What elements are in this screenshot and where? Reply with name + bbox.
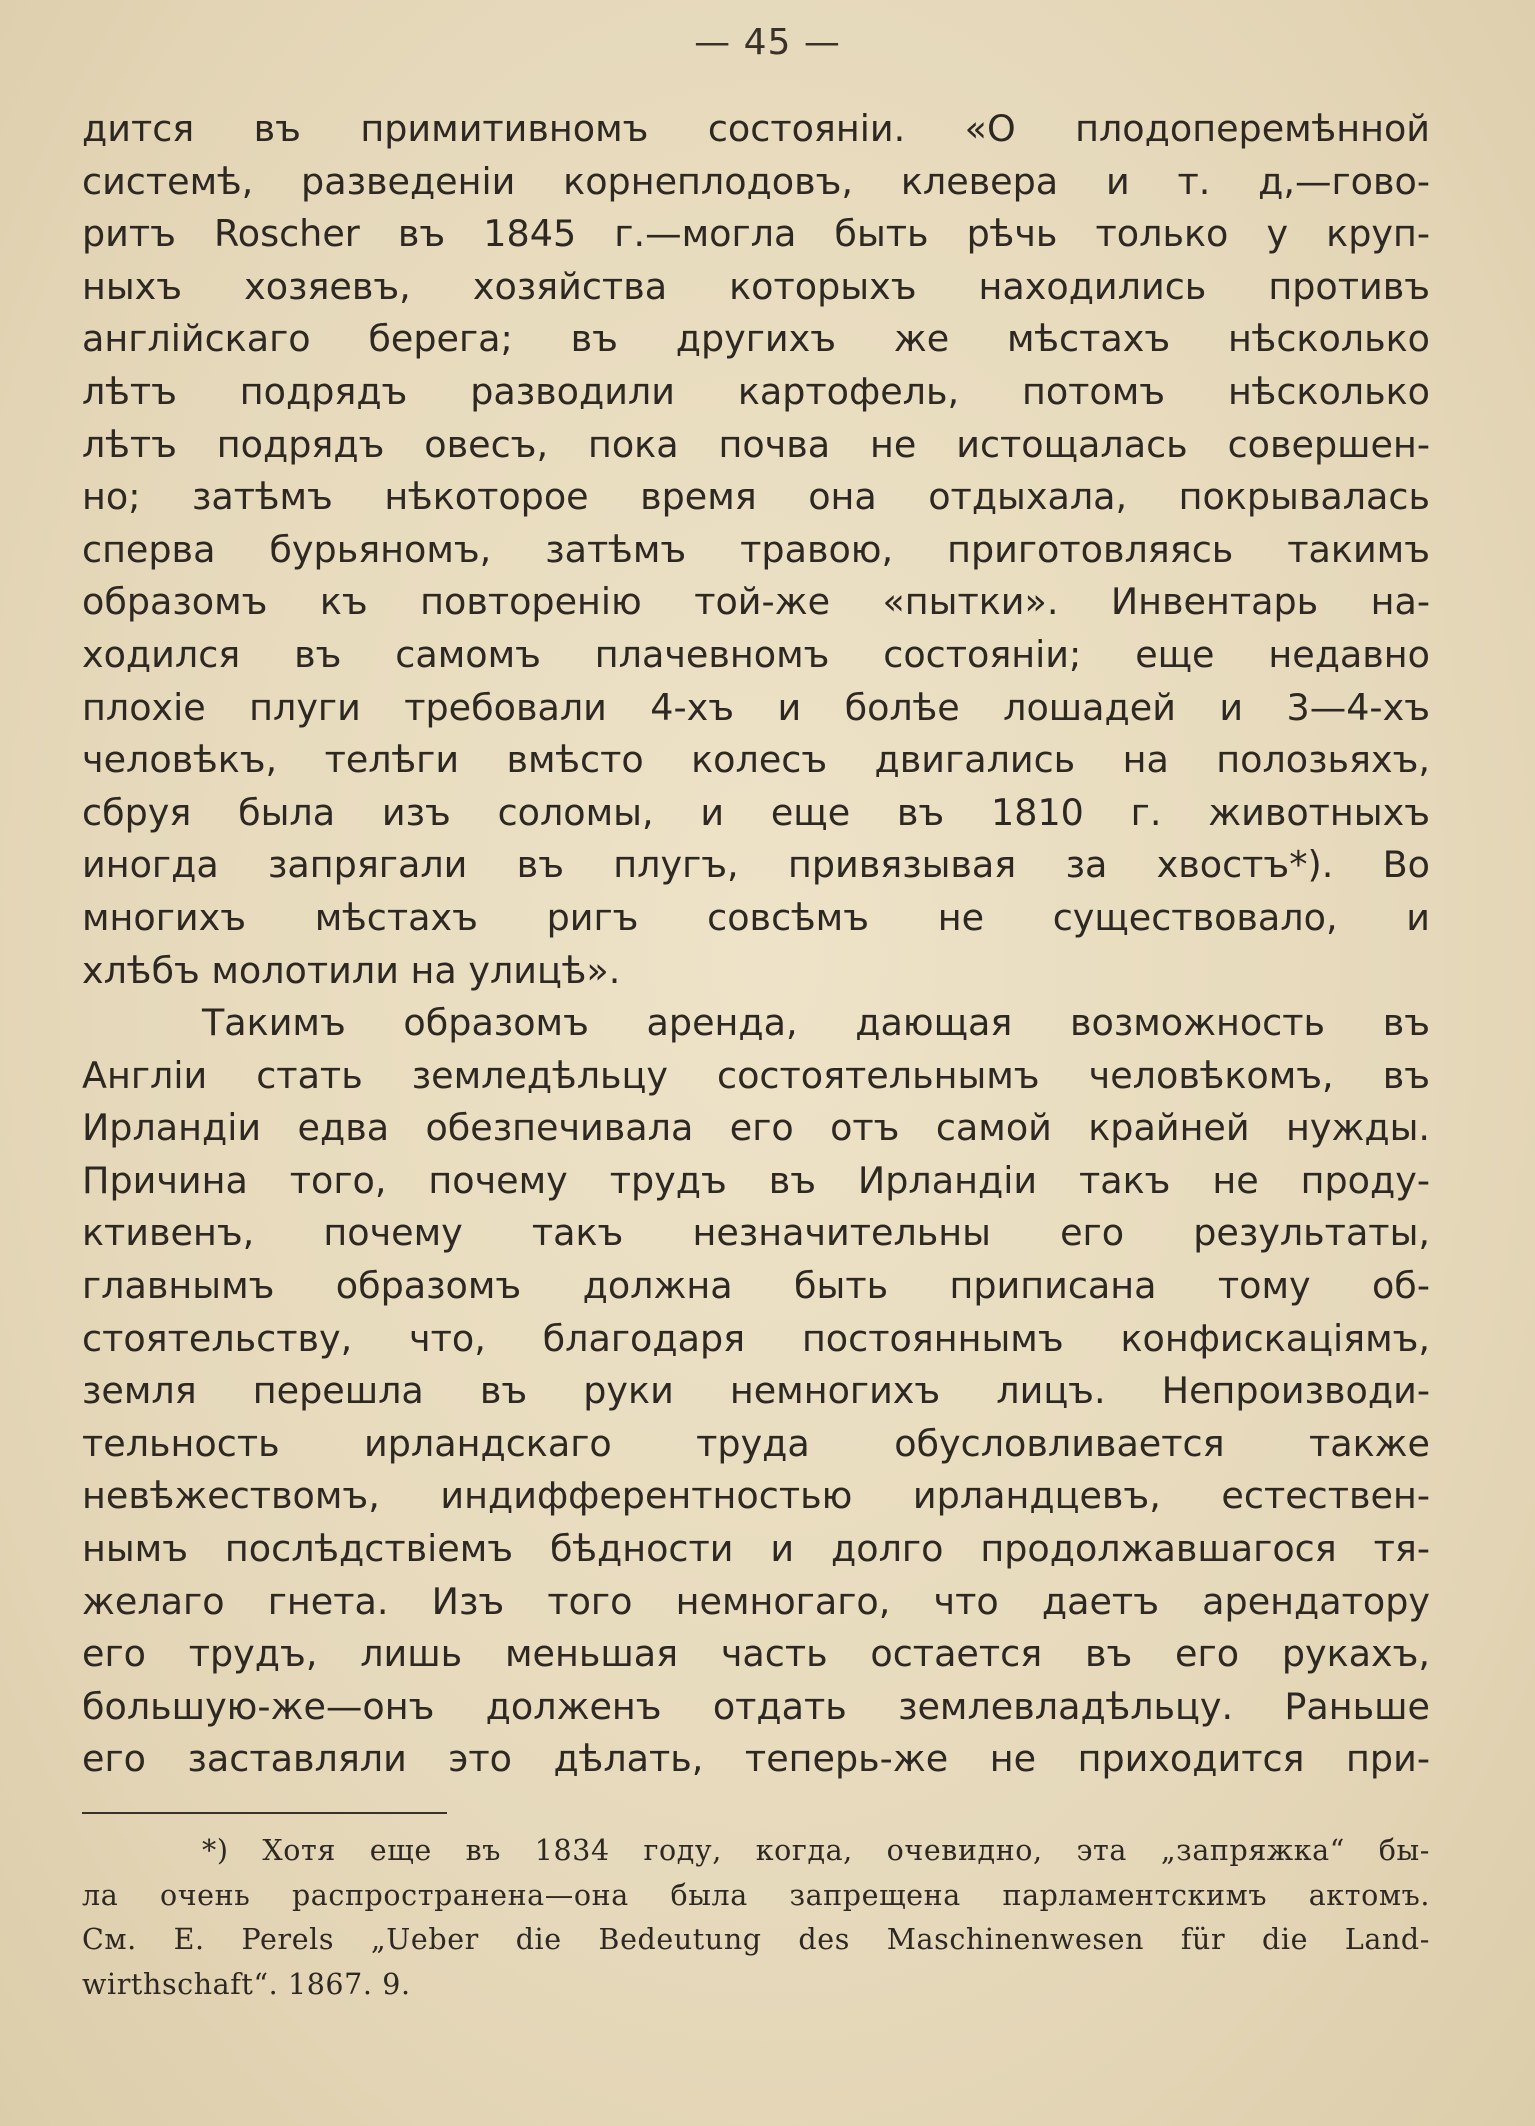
text-line: тельность ирландскаго труда обусловливается также — [82, 1421, 1430, 1465]
footnote-divider — [82, 1812, 447, 1814]
text-line: стоятельству, что, благодаря постояннымъ конфискацiямъ, — [82, 1316, 1430, 1360]
text-line: Англiи стать земледѣльцу состоятельнымъ человѣкомъ, въ — [82, 1053, 1430, 1097]
text-line: образомъ къ повторенiю той-же «пытки». Инвентарь на- — [82, 580, 1430, 624]
footnote-line: ла очень распространена—она была запрещена парламентскимъ актомъ. — [82, 1878, 1430, 1912]
text-line: большую-же—онъ долженъ отдать землевладѣльцу. Раньше — [82, 1684, 1430, 1728]
text-line: многихъ мѣстахъ ригъ совсѣмъ не существовало, и — [82, 895, 1430, 939]
text-line: ритъ Roscher въ 1845 г.—могла быть рѣчь только у круп- — [82, 212, 1430, 256]
text-line: ктивенъ, почему такъ незначительны его результаты, — [82, 1211, 1430, 1255]
text-line: сперва бурьяномъ, затѣмъ травою, приготовляясь такимъ — [82, 527, 1430, 571]
text-line: лѣтъ подрядъ овесъ, пока почва не истощалась совершен- — [82, 422, 1430, 466]
text-line: главнымъ образомъ должна быть приписана тому об- — [82, 1264, 1430, 1308]
footnote-line: См. E. Perels „Ueber die Bedeutung des Maschinenwesen für die Land- — [82, 1923, 1430, 1956]
text-line: его трудъ, лишь меньшая часть остается въ его рукахъ, — [82, 1632, 1430, 1676]
page-number: — 45 — — [694, 22, 841, 63]
text-line: Причина того, почему трудъ въ Ирландiи такъ не проду- — [82, 1158, 1430, 1202]
footnote-line: wirthschaft“. 1867. 9. — [82, 1967, 411, 2001]
text-line: плохiе плуги требовали 4-хъ и болѣе лошадей и 3—4-хъ — [82, 685, 1430, 729]
paragraph-start-line: Такимъ образомъ аренда, дающая возможность въ — [202, 1001, 1430, 1045]
footnote — [82, 1829, 1430, 2007]
text-line: хлѣбъ молотили на улицѣ». — [82, 948, 621, 992]
text-line: системѣ, разведенiи корнеплодовъ, клевера и т. д,—гово- — [82, 159, 1430, 203]
text-line: но; затѣмъ нѣкоторое время она отдыхала, покрывалась — [82, 475, 1430, 519]
footnote-line: *) Хотя еще въ 1834 году, когда, очевидно, эта „запряжка“ бы- — [202, 1834, 1430, 1867]
text-line: Ирландiи едва обезпечивала его отъ самой крайней нужды. — [82, 1106, 1430, 1150]
main-text — [82, 103, 1430, 1786]
text-line: англiйскаго берега; въ другихъ же мѣстахъ нѣсколько — [82, 317, 1430, 361]
text-line: желаго гнета. Изъ того немногаго, что даетъ арендатору — [82, 1579, 1430, 1623]
text-line: ныхъ хозяевъ, хозяйства которыхъ находились противъ — [82, 264, 1430, 308]
text-line: дится въ примитивномъ состоянiи. «О плодоперемѣнной — [82, 107, 1430, 150]
text-line: его заставляли это дѣлать, теперь-же не приходится при- — [82, 1737, 1430, 1781]
text-line: лѣтъ подрядъ разводили картофель, потомъ нѣсколько — [82, 369, 1430, 413]
text-line: невѣжествомъ, индифферентностью ирландцевъ, естествен- — [82, 1474, 1430, 1518]
text-line: нымъ послѣдствiемъ бѣдности и долго продолжавшагося тя- — [82, 1527, 1430, 1571]
text-line: человѣкъ, телѣги вмѣсто колесъ двигались на полозьяхъ, — [82, 738, 1430, 782]
text-line: сбруя была изъ соломы, и еще въ 1810 г. животныхъ — [82, 790, 1430, 834]
text-line: иногда запрягали въ плугъ, привязывая за хвостъ*). Во — [82, 843, 1430, 887]
text-line: земля перешла въ руки немногихъ лицъ. Непроизводи- — [82, 1369, 1430, 1413]
text-line: ходился въ самомъ плачевномъ состоянiи; еще недавно — [82, 632, 1430, 676]
